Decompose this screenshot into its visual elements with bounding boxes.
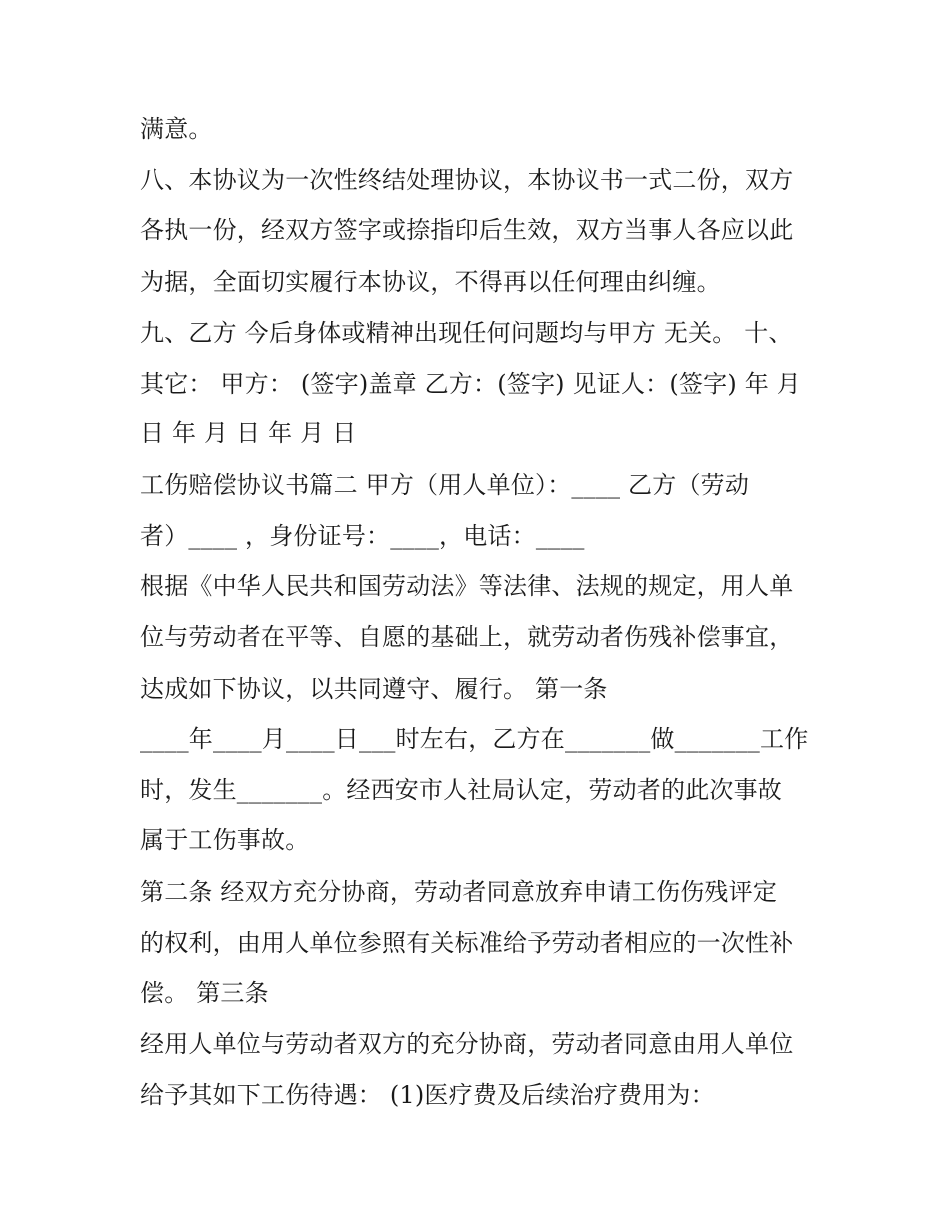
text-line: ____年____月____日___时左右，乙方在_______做_______工作 [140,725,809,753]
text-line: 八、本协议为一次性终结处理协议，本协议书一式二份，双方 [140,166,794,194]
text-line: 各执一份，经双方签字或捺指印后生效，双方当事人各应以此 [140,216,794,244]
text-line: 的权利，由用人单位参照有关标准给予劳动者相应的一次性补 [140,929,794,957]
text-line: 偿。 第三条 [140,979,269,1007]
text-line: 经用人单位与劳动者双方的充分协商，劳动者同意由用人单位 [140,1030,794,1058]
text-line: 其它： 甲方： (签字)盖章 乙方：(签字) 见证人：(签字) 年 月 [140,370,801,398]
text-line: 根据《中华人民共和国劳动法》等法律、法规的规定，用人单 [140,572,794,600]
text-line: 位与劳动者在平等、自愿的基础上，就劳动者伤残补偿事宜， [140,623,794,651]
text-line: 日 年 月 日 年 月 日 [140,419,357,447]
text-line: 为据，全面切实履行本协议，不得再以任何理由纠缠。 [140,268,721,296]
text-line: 九、乙方 今后身体或精神出现任何问题均与甲方 无关。 十、 [140,319,793,347]
text-line: 时，发生_______。经西安市人社局认定，劳动者的此次事故 [140,776,782,804]
text-line: 达成如下协议，以共同遵守、履行。 第一条 [140,675,608,703]
text-line: 满意。 [140,115,213,143]
text-line: 给予其如下工伤待遇： (1)医疗费及后续治疗费用为： [140,1081,715,1109]
text-line: 者）____ ，身份证号：____，电话：____ [140,522,585,550]
text-line: 第二条 经双方充分协商，劳动者同意放弃申请工伤伤残评定 [140,878,778,906]
text-line: 工伤赔偿协议书篇二 甲方（用人单位）：____ 乙方（劳动 [140,471,750,499]
text-line: 属于工伤事故。 [140,826,310,854]
